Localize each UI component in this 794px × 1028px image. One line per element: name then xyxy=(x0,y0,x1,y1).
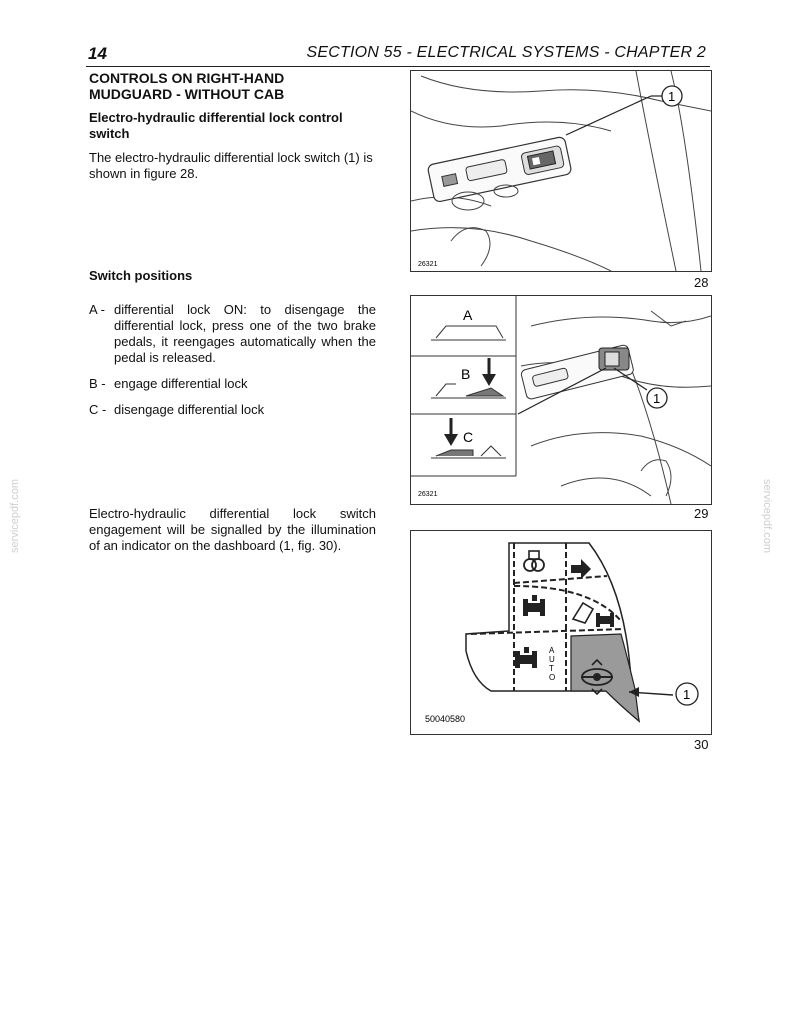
auto-letter-t: T xyxy=(549,664,554,673)
position-b-label: B xyxy=(461,366,471,382)
auto-letter-o: O xyxy=(549,673,556,682)
callout-1-label: 1 xyxy=(668,89,676,104)
figure-number-30: 30 xyxy=(694,737,709,752)
list-item xyxy=(89,402,376,418)
callout-1-label: 1 xyxy=(653,391,661,406)
callout-1-label: 1 xyxy=(683,687,691,702)
position-c-label: C xyxy=(463,429,474,445)
page-number: 14 xyxy=(88,44,107,63)
auto-letter-a: A xyxy=(549,646,555,655)
subheading: Electro-hydraulic differential lock control switch xyxy=(89,110,343,141)
figure-code: 26321 xyxy=(418,491,438,498)
position-text: engage differential lock xyxy=(114,376,248,391)
figure-29 xyxy=(410,295,712,505)
list-item xyxy=(89,302,376,366)
watermark-left: servicepdf.com xyxy=(8,479,21,553)
figure-number-29: 29 xyxy=(694,506,709,521)
page-header xyxy=(86,44,710,67)
positions-list xyxy=(89,302,376,428)
position-letter: B - xyxy=(89,376,106,391)
figure-number-28: 28 xyxy=(694,275,709,290)
figure-30 xyxy=(410,530,712,735)
watermark-right: servicepdf.com xyxy=(760,479,773,553)
switch-positions-illustration xyxy=(411,296,711,504)
engagement-paragraph: Electro-hydraulic differential lock switch engagement will be signalled by the illumination of an indicator on the dashboard (1, fig. 30). xyxy=(89,506,376,553)
position-letter: A - xyxy=(89,302,105,317)
section-title: SECTION 55 - ELECTRICAL SYSTEMS - CHAPTER 2 xyxy=(306,44,706,61)
figure-code: 50040580 xyxy=(425,714,466,724)
section-heading xyxy=(89,70,389,102)
figure-28 xyxy=(410,70,712,272)
auto-letter-u: U xyxy=(549,655,555,664)
position-letter: C - xyxy=(89,402,107,417)
switch-panel-illustration xyxy=(411,71,711,271)
list-item xyxy=(89,376,376,392)
heading-line-2: MUDGUARD - WITHOUT CAB xyxy=(89,86,285,102)
position-a-label: A xyxy=(463,307,473,323)
figure-code: 26321 xyxy=(418,261,438,268)
intro-paragraph: The electro-hydraulic differential lock switch (1) is shown in figure 28. xyxy=(89,150,373,181)
position-text: disengage differential lock xyxy=(114,402,265,417)
dashboard-indicator-illustration xyxy=(411,531,711,734)
position-text: differential lock ON: to disengage the differential lock, press one of the two brake pedals, it reengages automatically when the pedal is released. xyxy=(114,302,376,365)
switch-positions-title: Switch positions xyxy=(89,268,193,283)
heading-line-1: CONTROLS ON RIGHT-HAND xyxy=(89,70,285,86)
